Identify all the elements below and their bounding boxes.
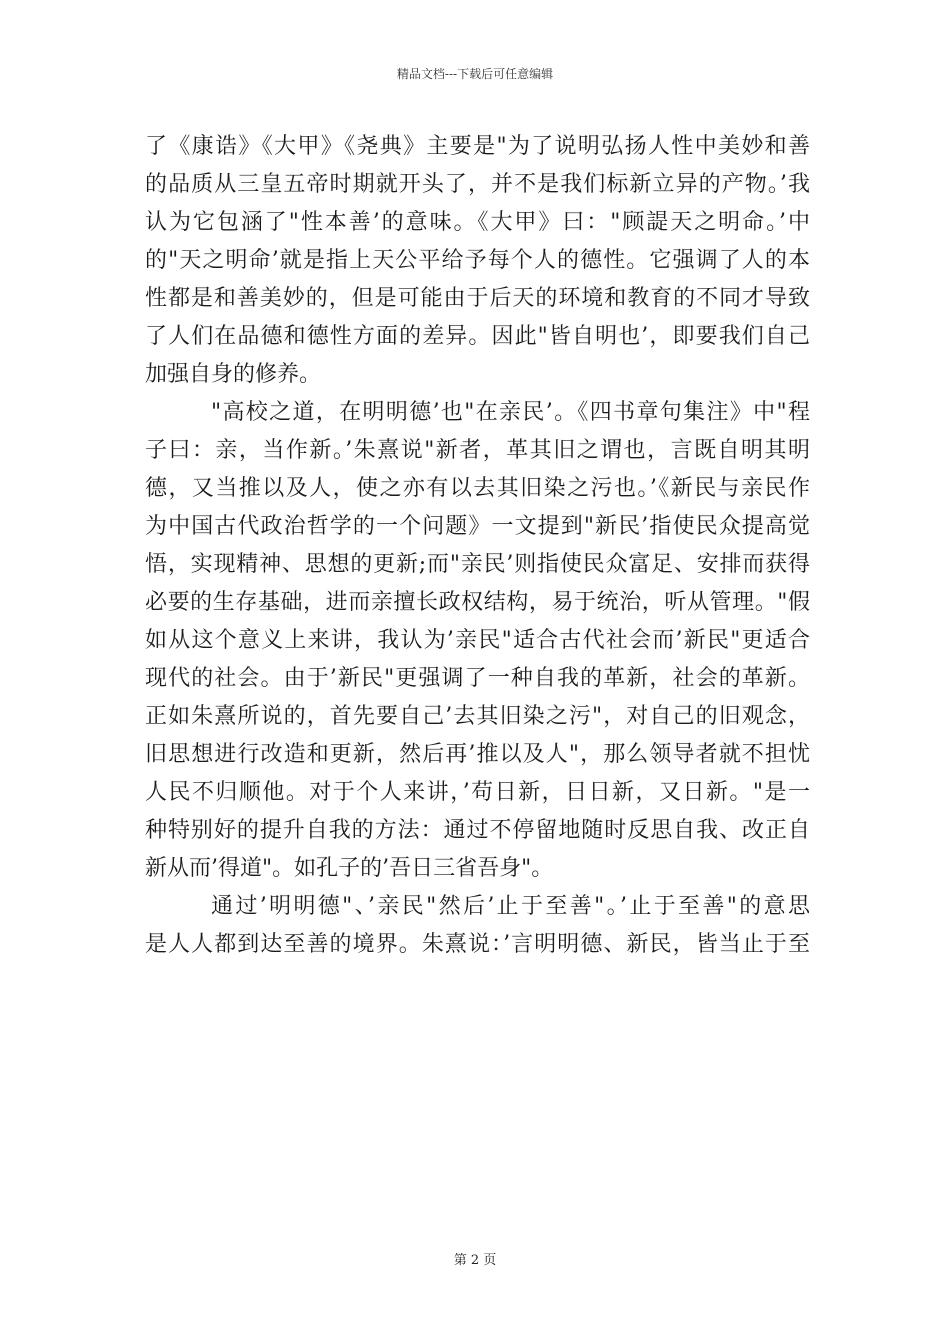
text-line: 德，又当推以及人，使之亦有以去其旧染之污也。’《新民与亲民作: [145, 476, 810, 501]
text-line: 了人们在品德和德性方面的差异。因此"皆自明也’，即要我们自己: [145, 324, 810, 349]
text-line: 为中国古代政治哲学的一个问题》一文提到"新民’指使民众提高觉: [145, 514, 810, 539]
text-line: "高校之道，在明明德’也"在亲民’。《四书章句集注》中"程: [211, 400, 810, 425]
text-line: 如从这个意义上来讲，我认为’亲民"适合古代社会而’新民"更适合: [145, 628, 810, 653]
text-line: 子曰：亲，当作新。’朱熹说"新者，革其旧之谓也，言既自明其明: [145, 438, 810, 463]
page-header: 精品文档---下载后可任意编辑: [396, 67, 554, 81]
page-number: 第 2 页: [453, 1253, 497, 1268]
text-line: 新从而’得道"。如孔子的’吾日三省吾身"。: [145, 856, 554, 881]
text-line: 种特别好的提升自我的方法：通过不停留地随时反思自我、改正自: [145, 818, 810, 843]
document-body: [145, 128, 810, 964]
paragraph-1: [145, 128, 810, 394]
text-line: 悟，实现精神、思想的更新;而"亲民’则指使民众富足、安排而获得: [145, 552, 810, 577]
text-line: 是人人都到达至善的境界。朱熹说：’言明明德、新民，皆当止于至: [145, 932, 810, 957]
text-line: 必要的生存基础，进而亲擅长政权结构，易于统治，听从管理。"假: [145, 590, 810, 615]
text-line: 现代的社会。由于’新民"更强调了一种自我的革新，社会的革新。: [145, 666, 810, 691]
text-line: 正如朱熹所说的，首先要自己’去其旧染之污"，对自己的旧观念，: [145, 704, 810, 729]
text-line: 性都是和善美妙的，但是可能由于后天的环境和教育的不同才导致: [145, 286, 810, 311]
text-line: 通过’明明德"、’亲民"然后’止于至善"。’止于至善"的意思: [211, 894, 810, 919]
paragraph-2: [145, 394, 810, 888]
text-line: 加强自身的修养。: [145, 362, 322, 387]
paragraph-3: [145, 888, 810, 964]
text-line: 认为它包涵了"性本善’的意味。《大甲》曰："顾諟天之明命。’中: [145, 210, 810, 235]
text-line: 的品质从三皇五帝时期就开头了，并不是我们标新立异的产物。’我: [145, 172, 810, 197]
text-line: 的"天之明命’就是指上天公平给予每个人的德性。它强调了人的本: [145, 248, 810, 273]
text-line: 了《康诰》《大甲》《尧典》主要是"为了说明弘扬人性中美妙和善: [145, 134, 810, 159]
text-line: 旧思想进行改造和更新，然后再’推以及人"，那么领导者就不担忧: [145, 742, 810, 767]
text-line: 人民不归顺他。对于个人来讲，’苟日新，日日新，又日新。"是一: [145, 780, 810, 805]
